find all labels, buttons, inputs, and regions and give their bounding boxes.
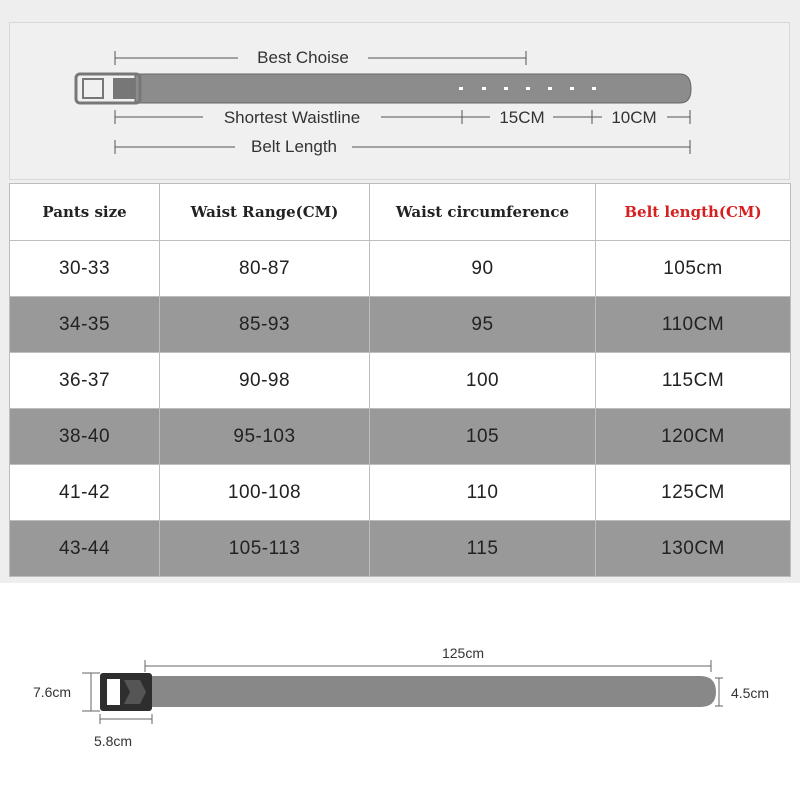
- buckle-width-label: 5.8cm: [93, 733, 133, 749]
- table-row: [10, 465, 791, 521]
- cell-pants-size: 41-42: [10, 465, 160, 521]
- cell-waist-circumference: 95: [370, 297, 596, 353]
- cell-pants-size: 36-37: [10, 353, 160, 409]
- cell-pants-size: 38-40: [10, 409, 160, 465]
- table-row: [10, 409, 791, 465]
- buckle-prong: [83, 79, 103, 98]
- cell-belt-length: 120CM: [596, 409, 791, 465]
- header-pants-size: Pants size: [10, 184, 160, 241]
- table-row: [10, 241, 791, 297]
- header-belt-length: Belt length(CM): [596, 184, 791, 241]
- belt-length-label: Belt Length: [250, 137, 338, 156]
- table-row: [10, 521, 791, 577]
- buckle-width-marker: [100, 714, 152, 724]
- cell-belt-length: 105cm: [596, 241, 791, 297]
- cell-belt-length: 125CM: [596, 465, 791, 521]
- belt-length-125-label: 125cm: [441, 645, 485, 661]
- cell-waist-circumference: 100: [370, 353, 596, 409]
- cell-belt-length: 110CM: [596, 297, 791, 353]
- table-row: [10, 353, 791, 409]
- table-row: [10, 297, 791, 353]
- cell-belt-length: 115CM: [596, 353, 791, 409]
- length-dimension-line: [145, 660, 711, 672]
- cell-waist-range: 100-108: [160, 465, 370, 521]
- cell-waist-range: 80-87: [160, 241, 370, 297]
- belt-dimension-diagram: [9, 22, 790, 180]
- segment-10cm-label: 10CM: [611, 108, 657, 127]
- strap-width-marker: [715, 678, 723, 706]
- tactical-belt-dimension-diagram: [0, 583, 800, 800]
- cell-belt-length: 130CM: [596, 521, 791, 577]
- size-chart-table: [9, 183, 791, 577]
- table-header-row: [10, 184, 791, 241]
- cell-pants-size: 30-33: [10, 241, 160, 297]
- header-waist-range: Waist Range(CM): [160, 184, 370, 241]
- cell-waist-range: 105-113: [160, 521, 370, 577]
- cell-waist-range: 85-93: [160, 297, 370, 353]
- cell-waist-circumference: 110: [370, 465, 596, 521]
- belt-diagram-svg: [10, 23, 791, 181]
- quick-release-buckle-icon: [100, 673, 152, 711]
- best-choice-label: Best Choise: [257, 48, 349, 67]
- cell-waist-circumference: 105: [370, 409, 596, 465]
- belt-strap-shape: [135, 74, 691, 103]
- buckle-height-label: 7.6cm: [32, 684, 72, 700]
- cell-waist-circumference: 115: [370, 521, 596, 577]
- shortest-waistline-label: Shortest Waistline: [223, 108, 361, 127]
- buckle-height-marker: [82, 673, 100, 711]
- cell-waist-circumference: 90: [370, 241, 596, 297]
- cell-pants-size: 43-44: [10, 521, 160, 577]
- header-waist-circumference: Waist circumference: [370, 184, 596, 241]
- cell-pants-size: 34-35: [10, 297, 160, 353]
- buckle-loop: [113, 78, 135, 99]
- strap-width-label: 4.5cm: [730, 685, 770, 701]
- cell-waist-range: 95-103: [160, 409, 370, 465]
- strap-shape: [150, 676, 716, 707]
- segment-15cm-label: 15CM: [499, 108, 545, 127]
- cell-waist-range: 90-98: [160, 353, 370, 409]
